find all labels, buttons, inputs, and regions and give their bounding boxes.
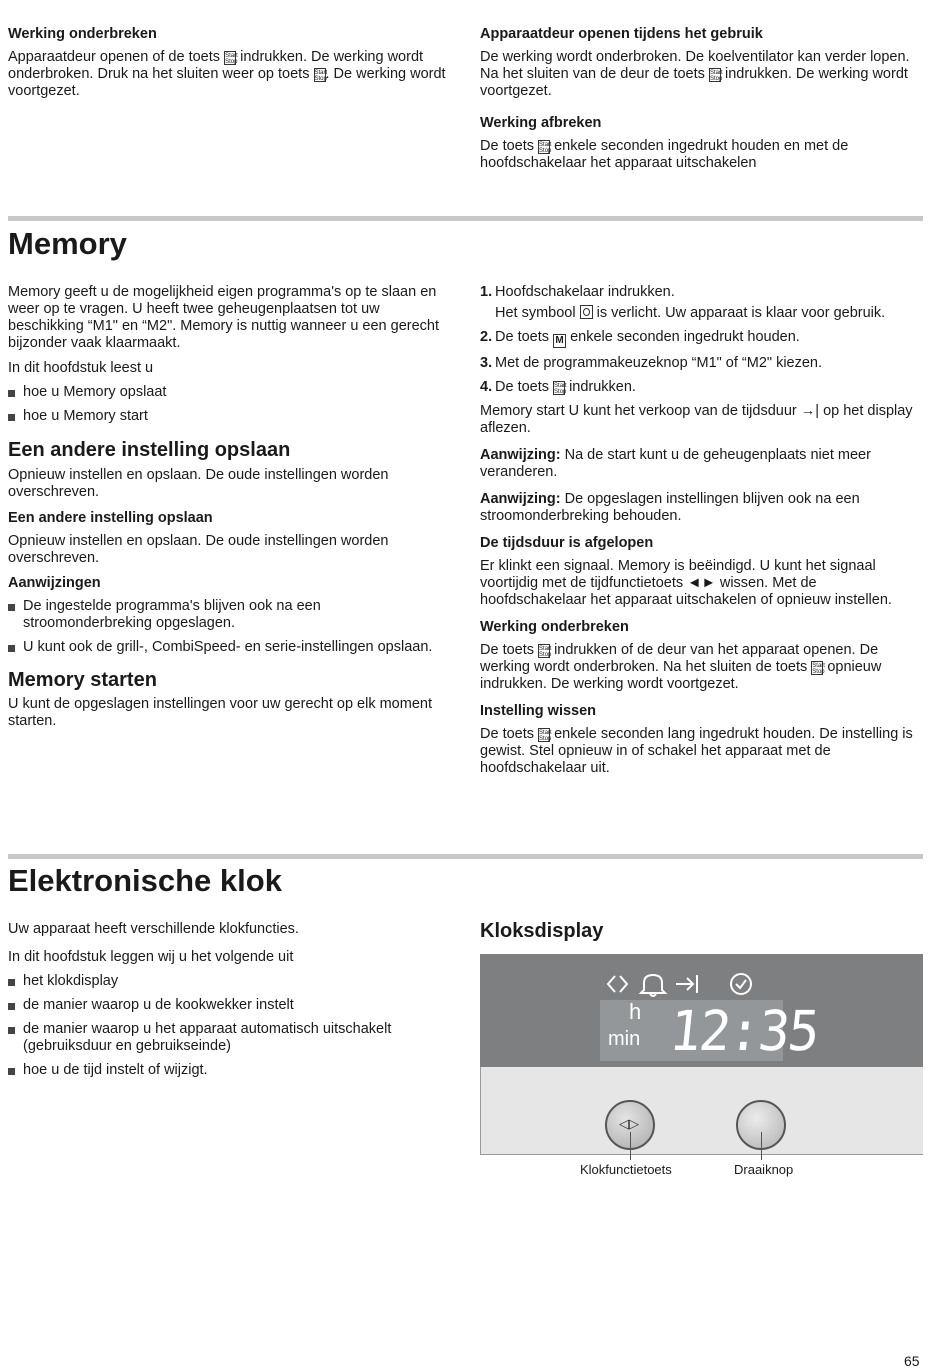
paragraph: De toets Start Stop indrukken of de deur van het apparaat openen. De werking wordt onderbroken. Na het sluiten de toets Start Stop opnieuw indrukken. De werking wordt voortgezet.: [480, 642, 882, 692]
start-stop-key-icon: Start Stop: [554, 383, 567, 395]
list-item: U kunt ook de grill-, CombiSpeed- en serie-instellingen opslaan.: [8, 639, 448, 656]
list-item: hoe u de tijd instelt of wijzigt.: [8, 1062, 448, 1079]
list-item: de manier waarop u het apparaat automatisch uitschakelt (gebruiksduur en gebruikseinde): [8, 1021, 448, 1055]
label-klokfunctietoets: Klokfunctietoets: [580, 1162, 672, 1177]
text: . De werking wordt voortgezet.: [8, 66, 446, 99]
paragraph: Er klinkt een signaal. Memory is beëindigd. U kunt het signaal voortijdig met de tijdfunctietoets ◄► wissen. Met de hoofdschakelaar het apparaat uitschakelen of opnieuw instellen.: [480, 558, 892, 608]
text: Apparaatdeur openen of de toets: [8, 49, 221, 65]
clock-display-illustration: [480, 954, 923, 1155]
step-1: 1. Hoofdschakelaar indrukken.: [480, 284, 675, 300]
heading-memory-starten: Memory starten: [8, 669, 157, 691]
heading-werking-onderbreken: Werking onderbreken: [8, 26, 157, 42]
start-stop-key-icon: Start Stop: [812, 663, 825, 675]
page-number: 65: [904, 1353, 920, 1369]
memory-lead: In dit hoofdstuk leest u: [8, 360, 154, 376]
step-3: 3. Met de programmakeuzeknop “M1" of “M2" kiezen.: [480, 355, 823, 371]
duration-icon: [676, 975, 697, 993]
heading-kloksdisplay: Kloksdisplay: [480, 920, 604, 942]
start-stop-key-icon: Start Stop: [709, 70, 723, 82]
memory-right-column: [480, 284, 925, 777]
lcd-min-label: min: [608, 1028, 641, 1050]
power-symbol-icon: [580, 305, 593, 319]
bell-icon: [641, 975, 665, 996]
paragraph: U kunt de opgeslagen instellingen voor uw gerecht op elk moment starten.: [8, 696, 432, 729]
step-2: 2. De toets M enkele seconden ingedrukt houden.: [480, 329, 800, 346]
control-panel: [480, 1067, 923, 1155]
list-item: het klokdisplay: [8, 973, 448, 990]
paragraph: [480, 138, 925, 172]
subheading-werking-onderbreken: Werking onderbreken: [480, 619, 629, 635]
lcd-time: 12:35: [666, 999, 822, 1063]
text: De toets: [480, 138, 534, 154]
label-leader-line: [761, 1132, 762, 1160]
start-stop-key-icon: Start Stop: [225, 53, 238, 65]
start-stop-key-icon: Start Stop: [314, 70, 328, 82]
list-item: hoe u Memory opslaat: [8, 384, 448, 401]
display-icons: [606, 970, 756, 998]
clock-intro: Uw apparaat heeft verschillende klokfuncties.: [8, 921, 299, 937]
list-item: De ingestelde programma's blijven ook na een stroomonderbreking opgeslagen.: [8, 598, 448, 632]
lcd-h-label: h: [629, 999, 642, 1024]
memory-title: Memory: [8, 226, 127, 261]
section-rule: [8, 854, 923, 859]
top-left-block: [8, 26, 448, 100]
subheading-tijdsduur: De tijdsduur is afgelopen: [480, 535, 654, 551]
subheading-andere-instelling: Een andere instelling opslaan: [8, 510, 213, 526]
subheading-instelling-wissen: Instelling wissen: [480, 703, 597, 719]
memory-left-column: [8, 284, 448, 730]
text: indrukken. De werking wordt onderbroken. Druk na het sluiten weer op toets: [8, 49, 424, 82]
step-1-detail: Het symbool is verlicht. Uw apparaat is klaar voor gebruik.: [495, 305, 886, 321]
paragraph: Opnieuw instellen en opslaan. De oude instellingen worden overschreven.: [8, 467, 389, 500]
clock-title: Elektronische klok: [8, 863, 282, 898]
label-leader-line: [630, 1132, 631, 1160]
clock-left-column: [8, 921, 448, 1079]
heading-deur-openen: Apparaatdeur openen tijdens het gebruik: [480, 26, 763, 42]
label-draaiknop: Draaiknop: [734, 1162, 794, 1177]
duration-arrow-icon: →|: [800, 403, 820, 419]
timer-arrows-icon: ◁▷: [619, 1116, 639, 1131]
paragraph: Memory start U kunt het verkoop van de tijdsduur →| op het display aflezen.: [480, 403, 913, 436]
top-right-block: [480, 26, 925, 172]
paragraph: [480, 49, 925, 100]
text: De werking wordt onderbroken. De koelventilator kan verder lopen. Na het sluiten van de deur de toets: [480, 49, 910, 82]
paragraph: De toets Start Stop enkele seconden lang ingedrukt houden. De instelling is gewist. Stel opnieuw in of schakel het apparaat met de hoofdschakelaar uit.: [480, 726, 913, 776]
step-4: 4. De toets Start Stop indrukken.: [480, 379, 636, 395]
memory-intro: Memory geeft u de mogelijkheid eigen programma's op te slaan en weer op te vragen. U heeft twee geheugenplaatsen tot uw beschikking “M1" en “M2". Memory is nuttig wanneer u een gerecht bijzonder vaak klaarmaakt.: [8, 284, 439, 351]
start-stop-key-icon: Start Stop: [539, 142, 552, 154]
timer-arrows-icon: [608, 976, 627, 992]
start-stop-key-icon: Start Stop: [539, 646, 552, 658]
heading-werking-afbreken: Werking afbreken: [480, 115, 602, 131]
clock-lead: In dit hoofdstuk leggen wij u het volgende uit: [8, 949, 294, 965]
text: indrukken. De werking wordt voortgezet.: [480, 66, 908, 99]
section-rule: [8, 216, 923, 221]
list-item: de manier waarop u de kookwekker instelt: [8, 997, 448, 1014]
heading-andere-instelling-opslaan: Een andere instelling opslaan: [8, 439, 291, 461]
paragraph: Opnieuw instellen en opslaan. De oude instellingen worden overschreven.: [8, 533, 389, 566]
subheading-aanwijzingen: Aanwijzingen: [8, 575, 101, 591]
text: enkele seconden ingedrukt houden en met de hoofdschakelaar het apparaat uitschakelen: [480, 138, 849, 171]
clock-end-icon: [731, 974, 751, 994]
start-stop-key-icon: Start Stop: [539, 730, 552, 742]
note: Aanwijzing: De opgeslagen instellingen blijven ook na een stroomonderbreking behouden.: [480, 491, 860, 524]
memory-key-icon: M: [553, 334, 566, 348]
list-item: hoe u Memory start: [8, 408, 448, 425]
note: Aanwijzing: Na de start kunt u de geheugenplaats niet meer veranderen.: [480, 447, 871, 480]
paragraph: [8, 49, 448, 100]
